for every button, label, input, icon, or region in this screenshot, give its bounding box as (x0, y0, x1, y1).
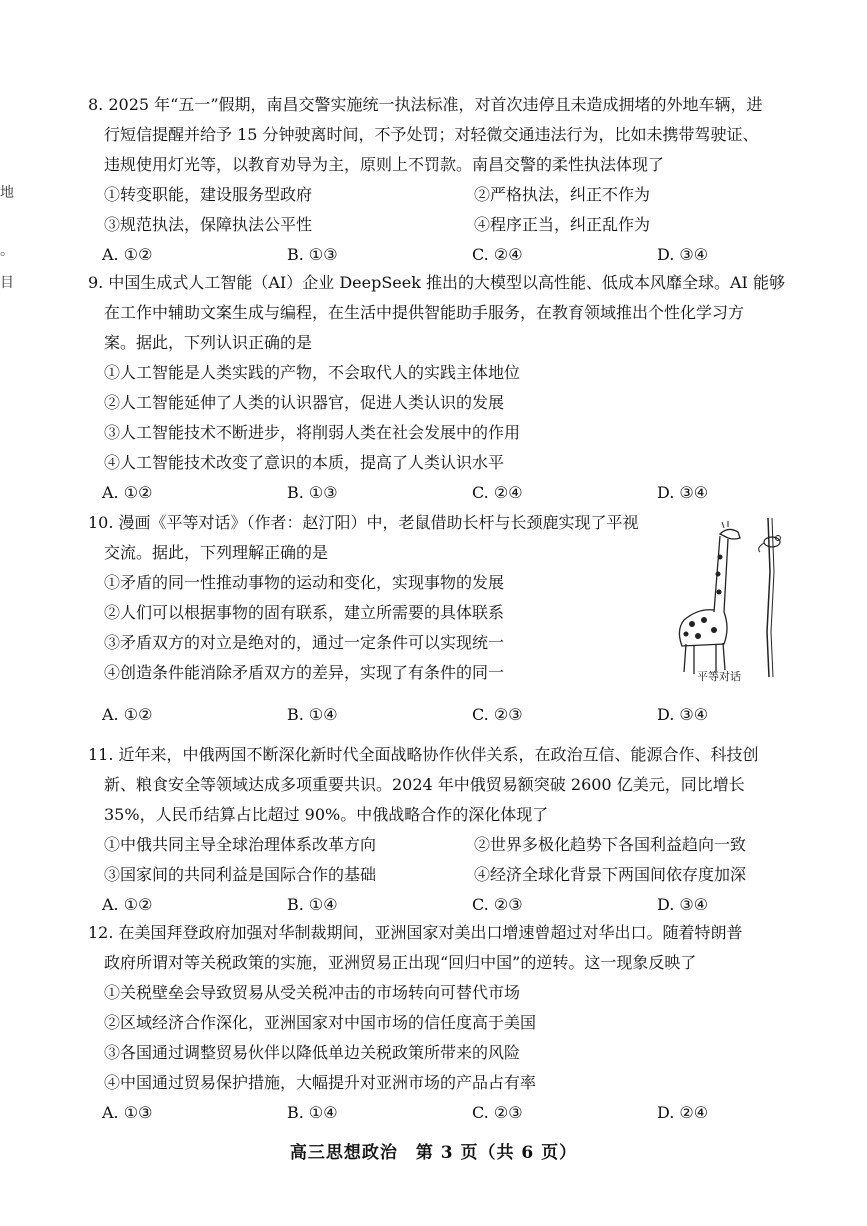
option: ④中国通过贸易保护措施，大幅提升对亚洲市场的产品占有率 (104, 1073, 537, 1092)
option: ④人工智能技术改变了意识的本质，提高了人类认识水平 (104, 453, 505, 472)
option: ②严格执法，纠正不作为 (474, 185, 651, 204)
option: ③人工智能技术不断进步，将削弱人类在社会发展中的作用 (104, 423, 521, 442)
choice-d: D. ②④ (657, 1103, 709, 1122)
option: ①中俄共同主导全球治理体系改革方向 (104, 835, 377, 854)
choice-c: C. ②③ (472, 895, 523, 914)
question-stem: 9. 中国生成式人工智能（AI）企业 DeepSeek 推出的大模型以高性能、低成本风靡全球。AI 能够 (88, 273, 785, 292)
question-8 (88, 90, 813, 270)
margin-mark: 地 (0, 185, 14, 201)
option: ③国家间的共同利益是国际合作的基础 (104, 865, 377, 884)
margin-mark: 目 (0, 275, 14, 291)
choice-a: A. ①② (102, 705, 153, 724)
margin-mark: 。 (0, 243, 14, 259)
question-stem: 政府所谓对等关税政策的实施，亚洲贸易正出现“回归中国”的逆转。这一现象反映了 (104, 953, 697, 972)
question-9 (88, 268, 813, 508)
question-11 (88, 740, 813, 920)
option: ③矛盾双方的对立是绝对的，通过一定条件可以实现统一 (104, 633, 505, 652)
option-row (88, 210, 813, 240)
option: ③各国通过调整贸易伙伴以降低单边关税政策所带来的风险 (104, 1043, 521, 1062)
question-stem: 35%，人民币结算占比超过 90%。中俄战略合作的深化体现了 (104, 805, 549, 824)
option: ①转变职能，建设服务型政府 (104, 185, 313, 204)
question-stem: 10. 漫画《平等对话》（作者：赵汀阳）中，老鼠借助长杆与长颈鹿实现了平视 (88, 513, 639, 532)
choice-d: D. ③④ (657, 895, 709, 914)
choice-c: C. ②③ (472, 1103, 523, 1122)
question-stem: 8. 2025 年“五一”假期，南昌交警实施统一执法标准，对首次违停且未造成拥堵的外地车辆，进 (88, 95, 763, 114)
cartoon-caption: 平等对话 (697, 670, 741, 683)
answer-choices (88, 1098, 813, 1128)
page-footer: 高三思想政治 第 3 页（共 6 页） (289, 1143, 578, 1163)
option-row (88, 860, 813, 890)
question-stem: 违规使用灯光等，以教育劝导为主，原则上不罚款。南昌交警的柔性执法体现了 (104, 155, 665, 174)
option: ④创造条件能消除矛盾双方的差异，实现了有条件的同一 (104, 663, 505, 682)
option: ①矛盾的同一性推动事物的运动和变化，实现事物的发展 (104, 573, 505, 592)
option-row (88, 180, 813, 210)
option: ①关税壁垒会导致贸易从受关税冲击的市场转向可替代市场 (104, 983, 521, 1002)
option: ②人们可以根据事物的固有联系，建立所需要的具体联系 (104, 603, 505, 622)
question-stem: 交流。据此，下列理解正确的是 (104, 543, 329, 562)
option: ②人工智能延伸了人类的认识器官，促进人类认识的发展 (104, 393, 505, 412)
question-stem: 11. 近年来，中俄两国不断深化新时代全面战略协作伙伴关系，在政治互信、能源合作、科技创 (88, 745, 759, 764)
choice-a: A. ①② (102, 483, 153, 502)
question-stem: 案。据此，下列认识正确的是 (104, 333, 313, 352)
option: ④经济全球化背景下两国间依存度加深 (474, 865, 747, 884)
choice-d: D. ③④ (657, 483, 709, 502)
question-stem: 新、粮食安全等领域达成多项重要共识。2024 年中俄贸易额突破 2600 亿美元，同比增长 (104, 775, 745, 794)
choice-a: A. ①② (102, 895, 153, 914)
choice-a: A. ①② (102, 245, 153, 264)
option: ②区域经济合作深化，亚洲国家对中国市场的信任度高于美国 (104, 1013, 537, 1032)
answer-choices (88, 478, 813, 508)
choice-d: D. ③④ (657, 245, 709, 264)
question-stem: 行短信提醒并给予 15 分钟驶离时间，不予处罚；对轻微交通违法行为，比如未携带驾驶证、 (104, 125, 759, 144)
choice-a: A. ①③ (102, 1103, 153, 1122)
option: ④程序正当，纠正乱作为 (474, 215, 651, 234)
choice-c: C. ②④ (472, 483, 523, 502)
choice-b: B. ①③ (287, 483, 338, 502)
answer-choices (88, 240, 813, 270)
choice-b: B. ①④ (287, 895, 338, 914)
question-12 (88, 918, 813, 1128)
choice-b: B. ①③ (287, 245, 338, 264)
answer-choices (88, 890, 813, 920)
choice-d: D. ③④ (657, 705, 709, 724)
question-stem: 12. 在美国拜登政府加强对华制裁期间，亚洲国家对美出口增速曾超过对华出口。随着特朗普 (88, 923, 743, 942)
giraffe-mouse-cartoon (668, 512, 798, 692)
choice-c: C. ②③ (472, 705, 523, 724)
option: ①人工智能是人类实践的产物，不会取代人的实践主体地位 (104, 363, 521, 382)
choice-b: B. ①④ (287, 1103, 338, 1122)
choice-b: B. ①④ (287, 705, 338, 724)
option: ②世界多极化趋势下各国利益趋向一致 (474, 835, 747, 854)
question-stem: 在工作中辅助文案生成与编程，在生活中提供智能助手服务，在教育领域推出个性化学习方 (104, 303, 745, 322)
option-row (88, 830, 813, 860)
option: ③规范执法，保障执法公平性 (104, 215, 313, 234)
choice-c: C. ②④ (472, 245, 523, 264)
answer-choices (88, 700, 813, 730)
